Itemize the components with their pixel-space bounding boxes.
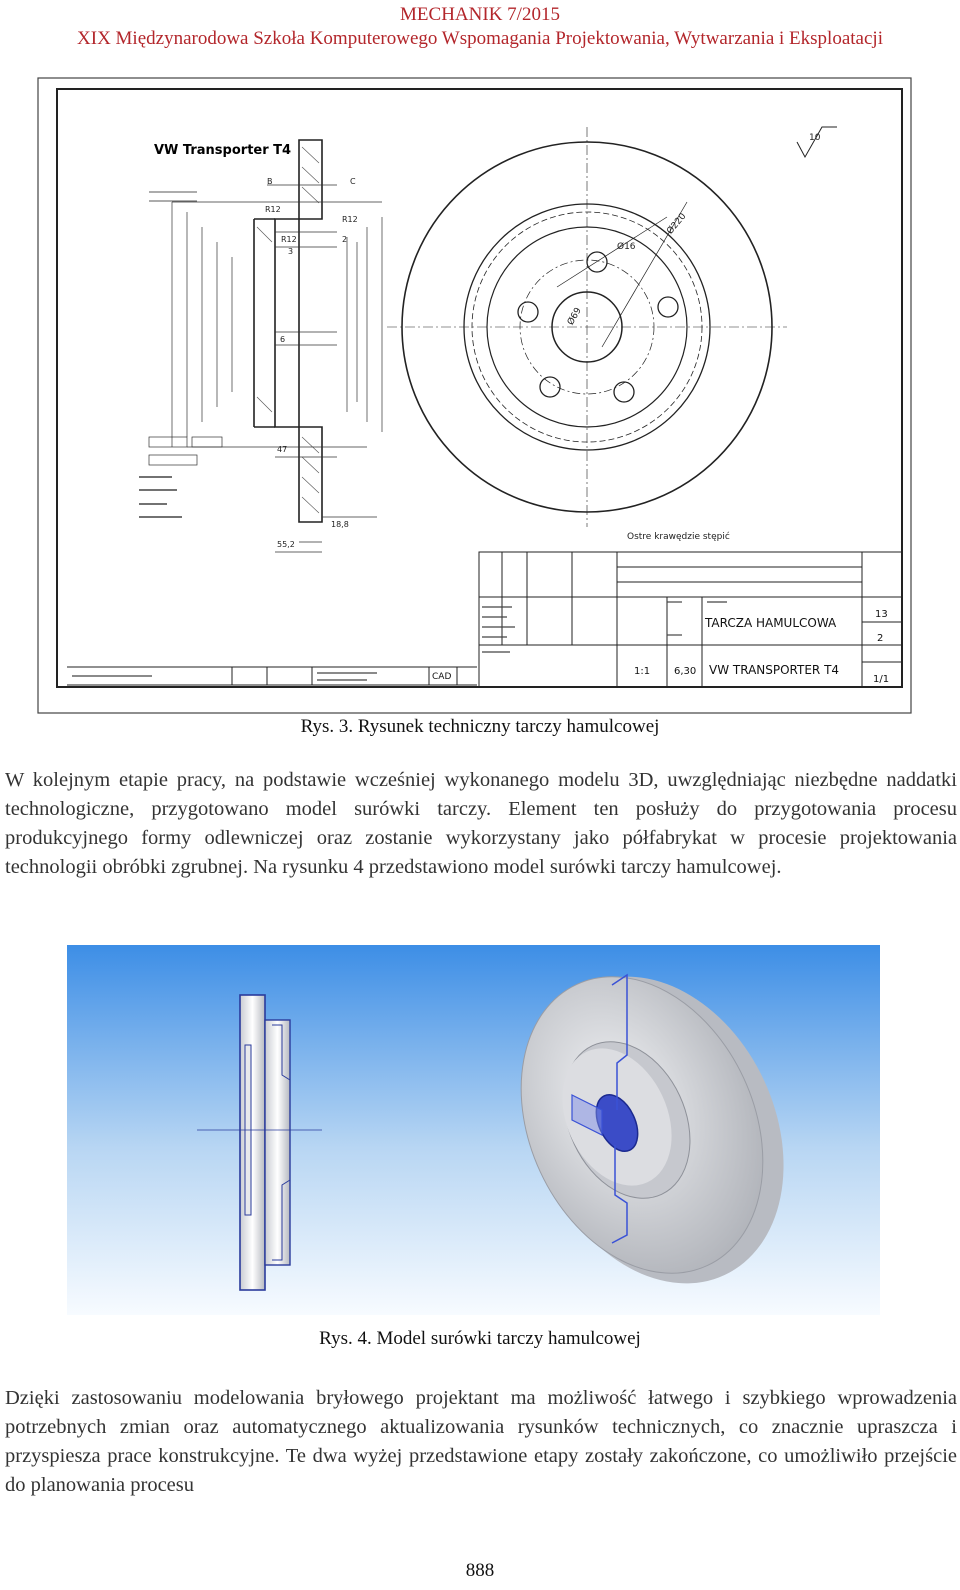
roughness-symbol: 10 [809, 133, 821, 143]
dim-3: 3 [288, 247, 294, 256]
scale: 1:1 [634, 666, 651, 677]
dim-c: C [350, 177, 356, 186]
cad-label: CAD [432, 672, 452, 682]
page-number: 888 [465, 1560, 495, 1581]
dim-r12c: R12 [281, 235, 297, 244]
drawing-note: Ostre krawędzie stępić [627, 532, 730, 542]
dim-d69: Ø69 [565, 306, 584, 328]
figure3-caption: Rys. 3. Rysunek techniczny tarczy hamulcowej [300, 716, 660, 737]
sheet-bottom: 1/1 [873, 674, 890, 685]
paragraph-2: Dzięki zastosowaniu modelowania bryłowego projektant ma możliwość łatwego i szybkiego wprowadzenia potrzebnych zmian oraz automatycznego aktualizowania rysunków technicznych, co znacznie upraszcza i przyspiesza prace konstrukcyjne. Te dwa wyżej przedstawione etapy zostały zakończone, co umożliwiło przejście do planowania procesu [5, 1387, 957, 1496]
figure4-caption: Rys. 4. Model surówki tarczy hamulcowej [319, 1328, 641, 1349]
journal-header: MECHANIK 7/2015 [400, 4, 560, 25]
sheet-top: 13 [875, 609, 888, 620]
paragraph-1: W kolejnym etapie pracy, na podstawie wcześniej wykonanego modelu 3D, uwzględniając niezbędne naddatki technologiczne, przygotowano model surówki tarczy. Element ten posłuży do przygotowania procesu produkcyjnego formy odlewniczej oraz zostanie wykorzystany jako półfabrykat w procesie projektowania technologii obróbki zgrubnej. Na rysunku 4 przedstawiono model surówki tarczy hamulcowej. [5, 769, 957, 878]
dim-552: 55,2 [277, 540, 295, 549]
technical-drawing [37, 77, 912, 719]
dim-r12b: R12 [342, 215, 358, 224]
dim-d220: Ø220 [665, 211, 689, 237]
casting-model-render [67, 945, 880, 1320]
dim-47: 47 [277, 445, 288, 454]
mass: 6,30 [674, 666, 697, 677]
dim-18: 18,8 [331, 520, 349, 529]
dim-d16: Ø16 [617, 242, 636, 252]
drawing-title: VW Transporter T4 [154, 143, 292, 158]
dim-r12: R12 [265, 205, 281, 214]
dim-b: B [267, 177, 273, 186]
dim-2: 2 [342, 235, 348, 244]
conference-header: XIX Międzynarodowa Szkoła Komputerowego Wspomagania Projektowania, Wytwarzania i Eksploatacji [77, 28, 883, 49]
dim-6: 6 [280, 335, 286, 344]
sheet-mid: 2 [877, 633, 884, 644]
vehicle-name: VW TRANSPORTER T4 [709, 663, 840, 677]
part-name: TARCZA HAMULCOWA [705, 616, 837, 630]
